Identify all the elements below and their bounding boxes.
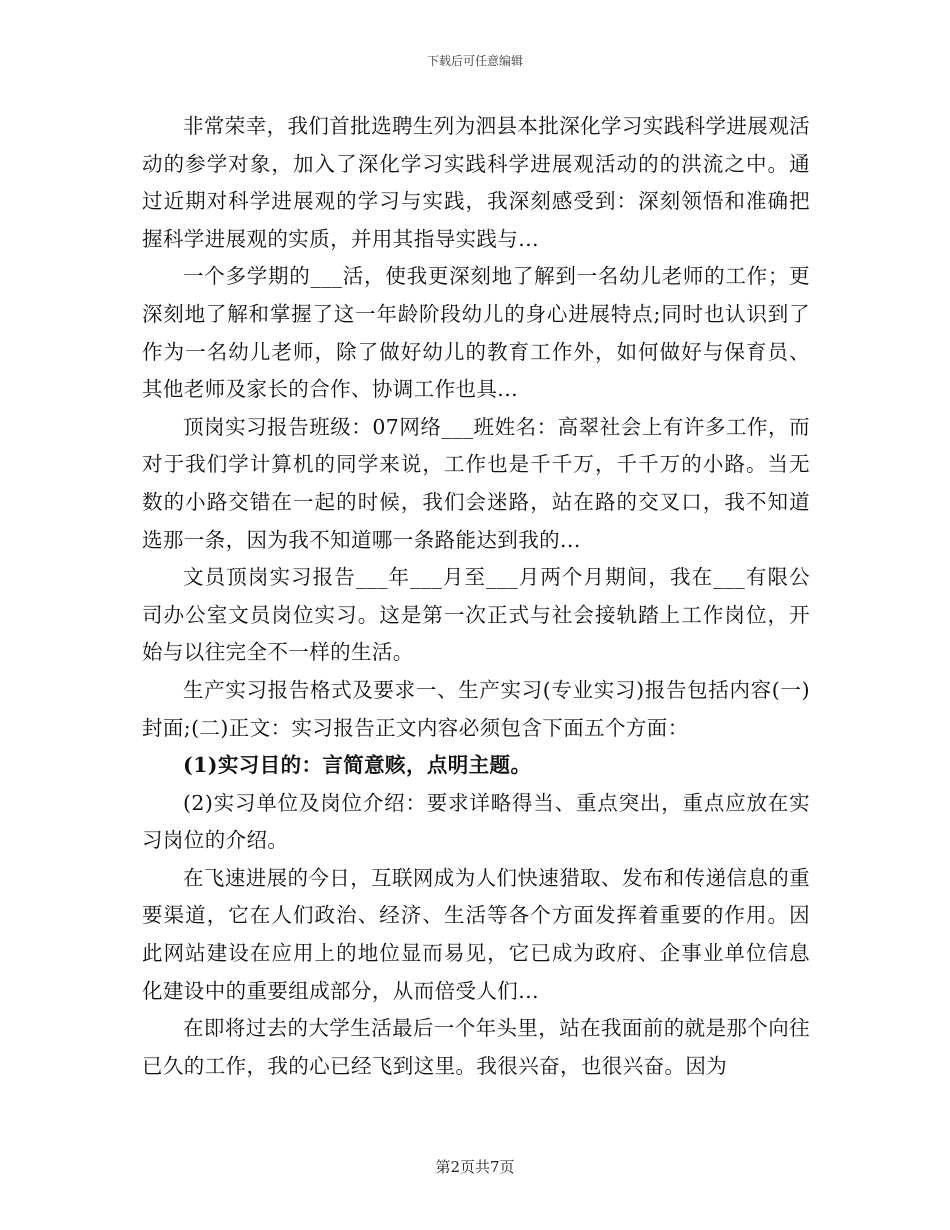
paragraph-1: 非常荣幸，我们首批选聘生列为泗县本批深化学习实践科学进展观活动的参学对象，加入了深化学习实践科学进展观活动的的洪流之中。通过近期对科学进展观的学习与实践，我深刻感受到：深刻领悟和准确把握科学进展观的实质，并用其指导实践与... [142, 114, 810, 251]
paragraph-7: (2)实习单位及岗位介绍：要求详略得当、重点突出，重点应放在实习岗位的介绍。 [142, 790, 810, 853]
paragraph-3: 顶岗实习报告班级：07网络___班姓名：高翠社会上有许多工作，而对于我们学计算机的同学来说，工作也是千千万，千千万的小路。当无数的小路交错在一起的时候，我们会迷路，站在路的交叉口，我不知道选那一条，因为我不知道哪一条路能达到我的... [142, 414, 810, 552]
paragraph-5: 生产实习报告格式及要求一、生产实习(专业实习)报告包括内容(一)封面;(二)正文：实习报告正文内容必须包含下面五个方面： [142, 677, 810, 740]
paragraph-6-heading: (1)实习目的：言简意赅，点明主题。 [183, 753, 532, 778]
paragraph-9: 在即将过去的大学生活最后一个年头里，站在我面前的就是那个向往已久的工作，我的心已经飞到这里。我很兴奋，也很兴奋。因为 [142, 1016, 810, 1078]
page-footer: 第2页共7页 [435, 1158, 515, 1176]
document-body [142, 108, 810, 1085]
paragraph-4: 文员顶岗实习报告___年___月至___月两个月期间，我在___有限公司办公室文员岗位实习。这是第一次正式与社会接轨踏上工作岗位，开始与以往完全不一样的生活。 [142, 565, 810, 665]
paragraph-8: 在飞速进展的今日，互联网成为人们快速猎取、发布和传递信息的重要渠道，它在人们政治、经济、生活等各个方面发挥着重要的作用。因此网站建设在应用上的地位显而易见，它已成为政府、企事业单位信息化建设中的重要组成部分，从而倍受人们... [142, 865, 810, 1003]
page-header: 下载后可任意编辑 [426, 54, 523, 68]
paragraph-2: 一个多学期的___活，使我更深刻地了解到一名幼儿老师的工作；更深刻地了解和掌握了这一年龄阶段幼儿的身心进展特点;同时也认识到了作为一名幼儿老师，除了做好幼儿的教育工作外，如何做好与保育员、其他老师及家长的合作、协调工作也具... [142, 264, 810, 402]
